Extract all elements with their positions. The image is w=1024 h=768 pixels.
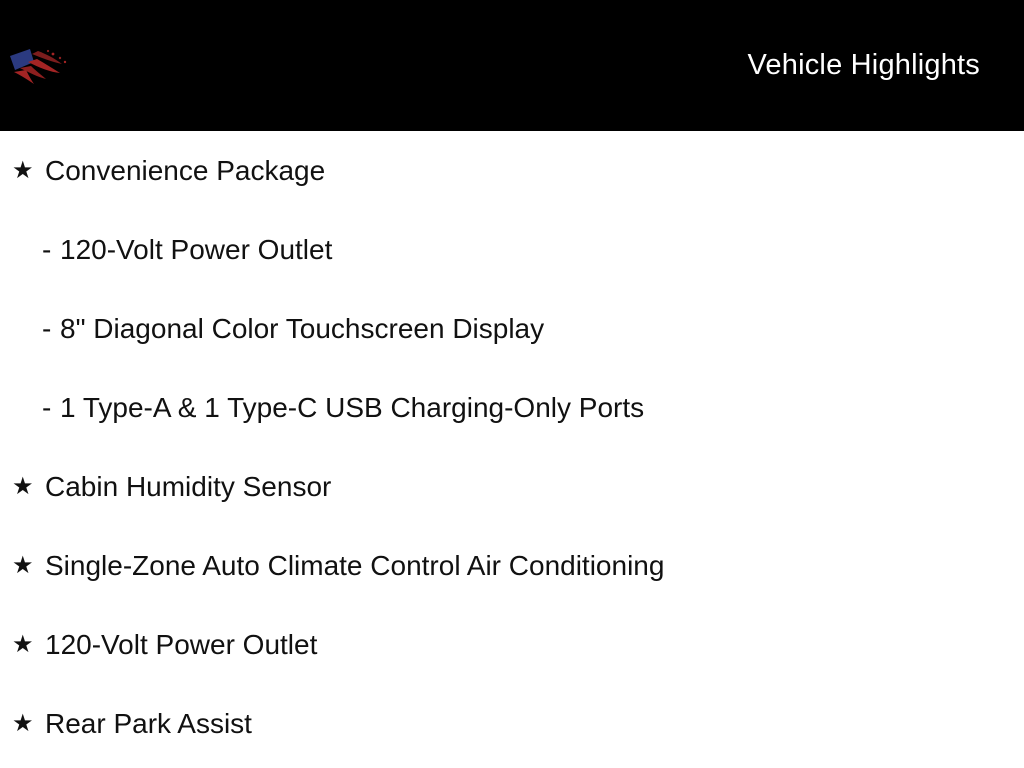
page-title: Vehicle Highlights xyxy=(747,49,980,81)
feature-label: 1 Type-A & 1 Type-C USB Charging-Only Ports xyxy=(60,391,645,423)
feature-item xyxy=(0,605,1024,684)
star-bullet-icon: ★ xyxy=(12,709,34,737)
feature-item xyxy=(0,131,1024,210)
sub-feature-item xyxy=(0,368,1024,447)
feature-label: Convenience Package xyxy=(45,154,326,186)
sub-feature-item xyxy=(0,210,1024,289)
header-bar xyxy=(0,0,1024,131)
star-bullet-icon: ★ xyxy=(12,156,34,184)
star-bullet-icon: ★ xyxy=(12,472,34,500)
feature-label: 120-Volt Power Outlet xyxy=(60,233,333,265)
feature-label: 8" Diagonal Color Touchscreen Display xyxy=(60,312,545,344)
dash-bullet-icon: - xyxy=(42,312,52,344)
feature-label: 120-Volt Power Outlet xyxy=(45,628,318,660)
feature-label: Rear Park Assist xyxy=(45,707,252,739)
feature-item xyxy=(0,684,1024,763)
feature-item xyxy=(0,447,1024,526)
star-bullet-icon: ★ xyxy=(12,551,34,579)
dash-bullet-icon: - xyxy=(42,391,52,423)
sub-feature-item xyxy=(0,289,1024,368)
star-bullet-icon: ★ xyxy=(12,630,34,658)
dash-bullet-icon: - xyxy=(42,233,52,265)
feature-item xyxy=(0,526,1024,605)
highlights-list xyxy=(0,131,1024,763)
feature-label: Cabin Humidity Sensor xyxy=(45,470,332,502)
american-flag-logo xyxy=(8,46,70,86)
feature-label: Single-Zone Auto Climate Control Air Conditioning xyxy=(45,549,665,581)
